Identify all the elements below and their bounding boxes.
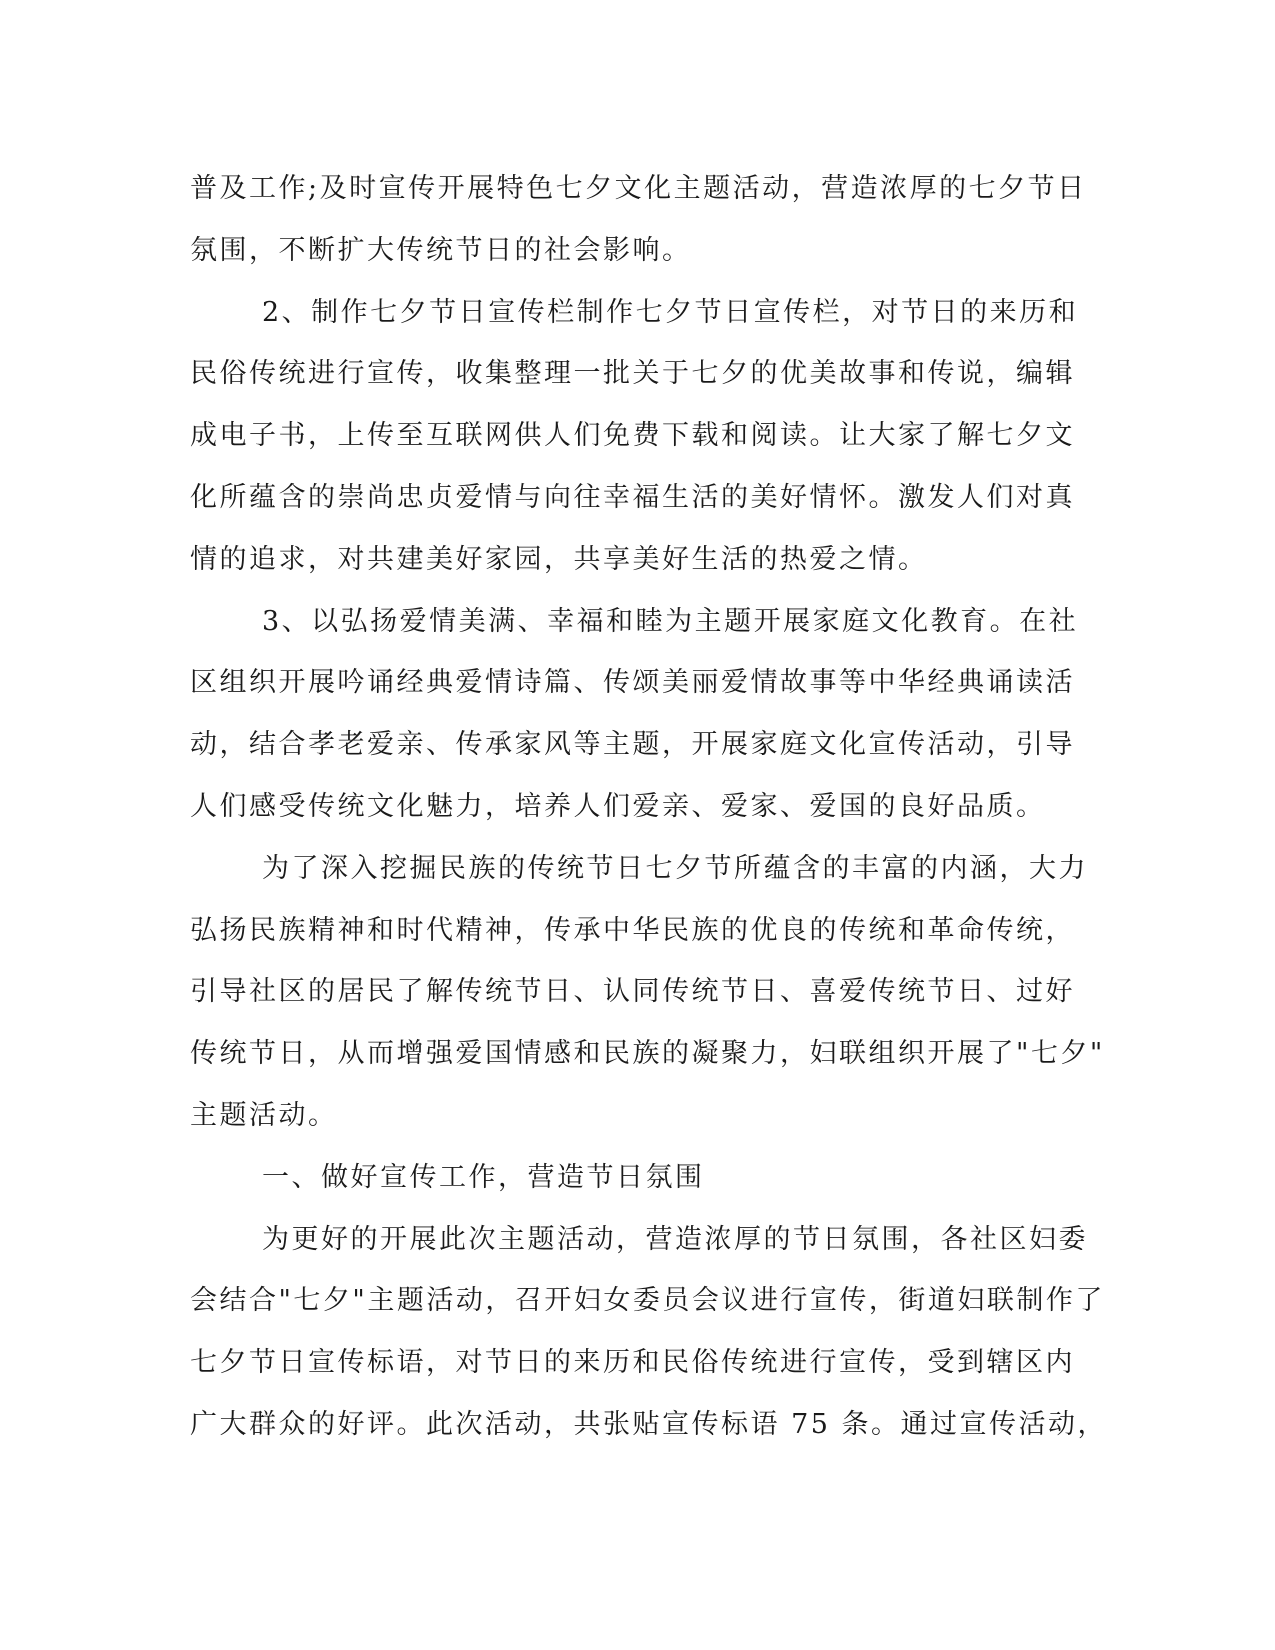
text-line: 化所蕴含的崇尚忠贞爱情与向往幸福生活的美好情怀。激发人们对真 xyxy=(190,481,1075,513)
text-line: 区组织开展吟诵经典爱情诗篇、传颂美丽爱情故事等中华经典诵读活 xyxy=(190,667,1075,699)
text-line: 传统节日，从而增强爱国情感和民族的凝聚力，妇联组织开展了"七夕" xyxy=(190,1038,1105,1070)
text-line: 情的追求，对共建美好家园，共享美好生活的热爱之情。 xyxy=(190,543,928,575)
text-line: 主题活动。 xyxy=(190,1099,338,1131)
text-line: 一、做好宣传工作，营造节日氛围 xyxy=(262,1161,705,1193)
text-line: 引导社区的居民了解传统节日、认同传统节日、喜爱传统节日、过好 xyxy=(190,976,1075,1008)
text-line: 动，结合孝老爱亲、传承家风等主题，开展家庭文化宣传活动，引导 xyxy=(190,729,1075,761)
text-line: 为更好的开展此次主题活动，营造浓厚的节日氛围，各社区妇委 xyxy=(262,1223,1088,1255)
text-line: 会结合"七夕"主题活动，召开妇女委员会议进行宣传，街道妇联制作了 xyxy=(190,1285,1105,1317)
text-line: 3、以弘扬爱情美满、幸福和睦为主题开展家庭文化教育。在社 xyxy=(262,605,1079,637)
text-line: 人们感受传统文化魅力，培养人们爱亲、爱家、爱国的良好品质。 xyxy=(190,790,1046,822)
text-line: 成电子书，上传至互联网供人们免费下载和阅读。让大家了解七夕文 xyxy=(190,420,1075,452)
text-line: 2、制作七夕节日宣传栏制作七夕节日宣传栏，对节日的来历和 xyxy=(262,296,1079,328)
document-body xyxy=(190,158,1108,1456)
text-line: 民俗传统进行宣传，收集整理一批关于七夕的优美故事和传说，编辑 xyxy=(190,358,1075,390)
text-line: 广大群众的好评。此次活动，共张贴宣传标语 75 条。通过宣传活动， xyxy=(190,1408,1108,1440)
text-line: 弘扬民族精神和时代精神，传承中华民族的优良的传统和革命传统， xyxy=(190,914,1075,946)
text-line: 七夕节日宣传标语，对节日的来历和民俗传统进行宣传，受到辖区内 xyxy=(190,1347,1075,1379)
text-line: 氛围，不断扩大传统节日的社会影响。 xyxy=(190,234,692,266)
text-line: 普及工作;及时宣传开展特色七夕文化主题活动，营造浓厚的七夕节日 xyxy=(190,173,1087,204)
text-line: 为了深入挖掘民族的传统节日七夕节所蕴含的丰富的内涵，大力 xyxy=(262,852,1088,884)
